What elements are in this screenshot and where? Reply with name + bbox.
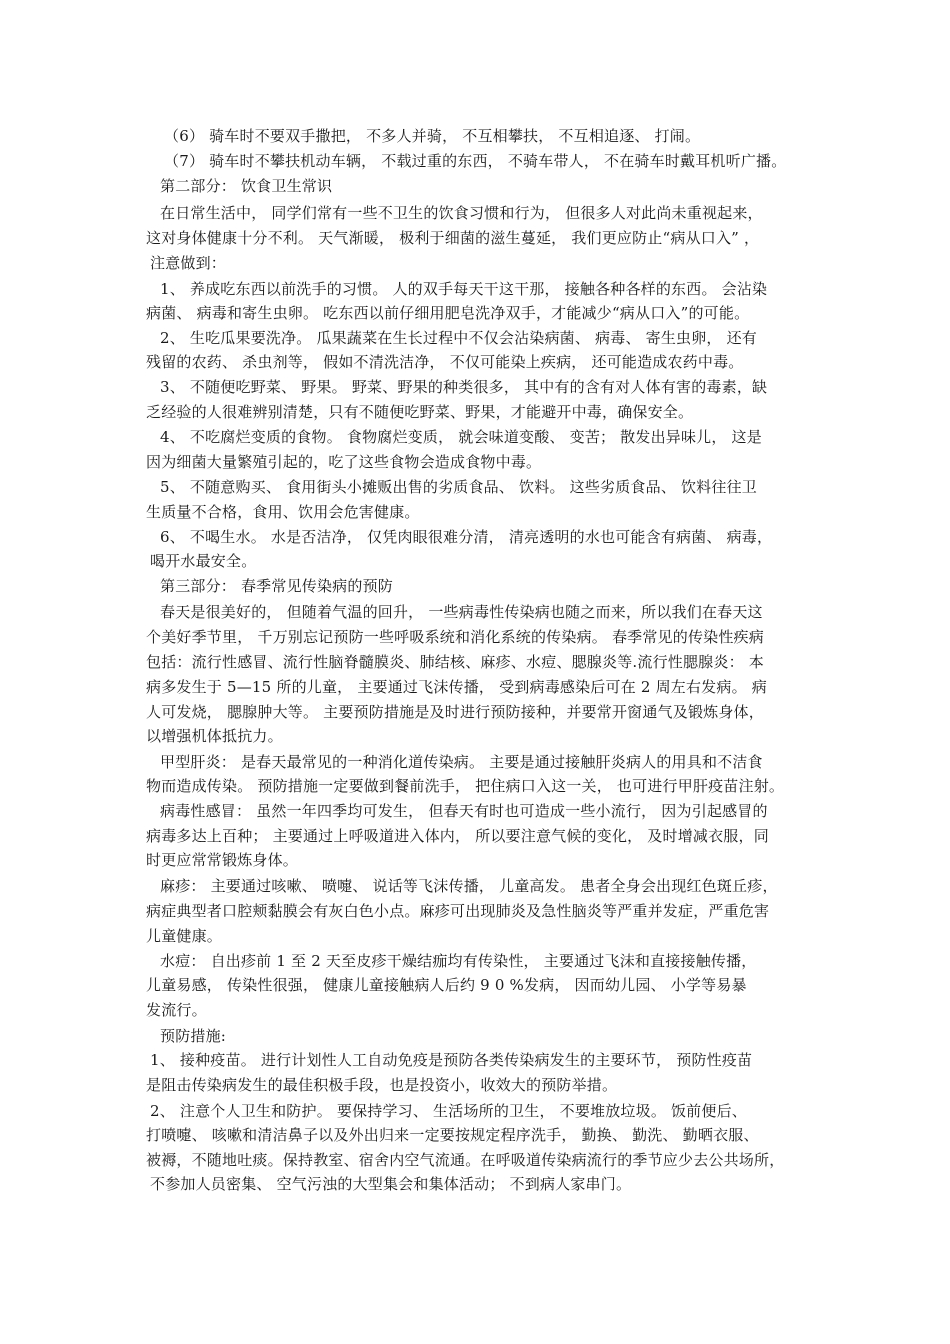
text-line: 春天是很美好的， 但随着气温的回升， 一些病毒性传染病也随之而来，所以我们在春天这: [160, 603, 763, 621]
text-line: 1、 养成吃东西以前洗手的习惯。 人的双手每天干这干那， 接触各种各样的东西。 会沾染: [160, 280, 768, 298]
text-line: 甲型肝炎： 是春天最常见的一种消化道传染病。 主要是通过接触肝炎病人的用具和不洁食: [160, 753, 763, 771]
text-line: 6、 不喝生水。 水是否洁净， 仅凭肉眼很难分清， 清亮透明的水也可能含有病菌、 病毒，: [160, 528, 773, 546]
text-line: 2、 注意个人卫生和防护。 要保持学习、 生活场所的卫生， 不要堆放垃圾。 饭前便后、: [150, 1102, 747, 1120]
text-line: 在日常生活中， 同学们常有一些不卫生的饮食习惯和行为， 但很多人对此尚未重视起来，: [160, 204, 763, 222]
text-line: 病菌、 病毒和寄生虫卵。 吃东西以前仔细用肥皂洗净双手，才能减少“病从口入”的可能。: [146, 304, 750, 322]
text-line: 病毒性感冒： 虽然一年四季均可发生， 但春天有时也可造成一些小流行， 因为引起感冒的: [160, 802, 768, 820]
text-line: 发流行。: [146, 1001, 207, 1019]
text-line: 包括：流行性感冒、流行性脑脊髓膜炎、肺结核、麻疹、水痘、腮腺炎等.流行性腮腺炎： 本: [146, 653, 764, 671]
text-line: 人可发烧， 腮腺肿大等。 主要预防措施是及时进行预防接种，并要常开窗通气及锻炼身体，: [146, 703, 764, 721]
text-line: 因为细菌大量繁殖引起的，吃了这些食物会造成食物中毒。: [146, 453, 542, 471]
text-line: 被褥，不随地吐痰。保持教室、宿舍内空气流通。在呼吸道传染病流行的季节应少去公共场所，: [146, 1151, 785, 1169]
text-line: 残留的农药、 杀虫剂等， 假如不清洗洁净， 不仅可能染上疾病， 还可能造成农药中毒。: [146, 353, 744, 371]
text-line: 4、 不吃腐烂变质的食物。 食物腐烂变质， 就会味道变酸、 变苦； 散发出异味儿， 这是: [160, 428, 762, 446]
text-line: 乏经验的人很难辨别清楚，只有不随便吃野菜、野果，才能避开中毒，确保安全。: [146, 403, 694, 421]
text-line: 是阻击传染病发生的最佳积极手段，也是投资小，收效大的预防举措。: [146, 1076, 618, 1094]
text-line: （6） 骑车时不要双手撒把， 不多人并骑， 不互相攀扶， 不互相追逐、 打闹。: [164, 127, 701, 145]
text-line: 3、 不随便吃野菜、 野果。 野菜、野果的种类很多， 其中有的含有对人体有害的毒素，缺: [160, 378, 768, 396]
text-line: 这对身体健康十分不利。 天气渐暖， 极利于细菌的滋生蔓延， 我们更应防止“病从口入” ，: [146, 229, 760, 247]
text-line: 儿童健康。: [146, 927, 223, 945]
text-line: 病症典型者口腔颊黏膜会有灰白色小点。麻疹可出现肺炎及急性脑炎等严重并发症，严重危害: [146, 902, 770, 920]
text-line: 不参加人员密集、 空气污浊的大型集会和集体活动； 不到病人家串门。: [150, 1175, 632, 1193]
text-line: 个美好季节里， 千万别忘记预防一些呼吸系统和消化系统的传染病。 春季常见的传染性疾病: [146, 628, 764, 646]
text-line: 时更应常常锻炼身体。: [146, 851, 299, 869]
text-line: 2、 生吃瓜果要洗净。 瓜果蔬菜在生长过程中不仅会沾染病菌、 病毒、 寄生虫卵， 还有: [160, 329, 757, 347]
text-line: 5、 不随意购买、 食用街头小摊贩出售的劣质食品、 饮料。 这些劣质食品、 饮料往往卫: [160, 478, 757, 496]
text-line: 物而造成传染。 预防措施一定要做到餐前洗手， 把住病口入这一关， 也可进行甲肝疫苗注射。: [146, 777, 785, 795]
text-line: 打喷嚏、 咳嗽和清洁鼻子以及外出归来一定要按规定程序洗手， 勤换、 勤洗、 勤晒衣服、: [146, 1126, 759, 1144]
text-line: 喝开水最安全。: [150, 552, 257, 570]
text-line: 病多发生于 5—15 所的儿童， 主要通过飞沫传播， 受到病毒感染后可在 2 周左右发病。 病: [146, 678, 767, 696]
section-heading: 第三部分： 春季常见传染病的预防: [160, 577, 393, 595]
text-line: 病毒多达上百种； 主要通过上呼吸道进入体内， 所以要注意气候的变化， 及时增减衣服，同: [146, 827, 769, 845]
text-line: 预防措施:: [160, 1027, 227, 1045]
text-line: 注意做到：: [150, 254, 227, 272]
text-line: 1、 接种疫苗。 进行计划性人工自动免疫是预防各类传染病发生的主要环节， 预防性疫苗: [150, 1051, 753, 1069]
text-line: 水痘： 自出疹前 1 至 2 天至皮疹干燥结痂均有传染性， 主要通过飞沫和直接接触传播，: [160, 952, 757, 970]
section-heading: 第二部分： 饮食卫生常识: [160, 177, 333, 195]
text-line: 以增强机体抵抗力。: [146, 727, 283, 745]
text-line: 生质量不合格，食用、饮用会危害健康。: [146, 503, 420, 521]
text-line: 麻疹： 主要通过咳嗽、 喷嚏、 说话等飞沫传播， 儿童高发。 患者全身会出现红色斑丘疹，: [160, 877, 778, 895]
text-line: 儿童易感， 传染性很强， 健康儿童接触病人后约 9 0 %发病， 因而幼儿园、 小学等易暴: [146, 976, 747, 994]
text-line: （7） 骑车时不攀扶机动车辆， 不载过重的东西， 不骑车带人， 不在骑车时戴耳机听广播。: [164, 152, 787, 170]
